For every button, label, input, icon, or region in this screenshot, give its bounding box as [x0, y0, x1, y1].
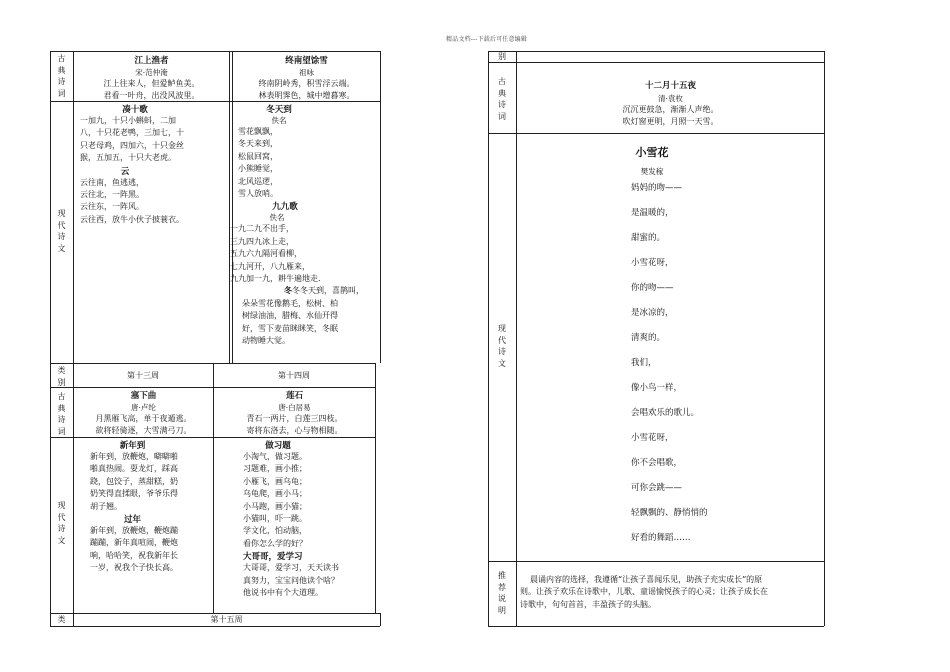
- rhyme-line: 云往北，一阵黑。: [80, 190, 144, 200]
- rhyme-line: 只老母鸡，四加六，十只金丝: [80, 140, 184, 150]
- label-modern-poetry: 现 代 诗 文: [57, 209, 66, 253]
- poem-author: 宋·范仲淹: [135, 68, 168, 77]
- rhyme-line: 好，雪下麦苗眯眯笑，冬眠: [242, 323, 338, 333]
- rhyme-title-dong: 冬: [284, 286, 292, 296]
- rhyme-title-jiujiu: 九九歌: [272, 202, 298, 213]
- rhyme-line: 小淘气，做习题。: [243, 452, 307, 461]
- rhyme-line: 小猫叫，吓一跳。: [243, 514, 307, 524]
- rhyme-line: 乌龟爬，画小马；: [243, 489, 307, 499]
- rhyme-line: 小马跑，画小猫；: [243, 501, 307, 511]
- poem-line: 江上往来人，但爱鲈鱼美。: [103, 79, 200, 88]
- rhyme-line: 大哥哥，爱学习，天天读书: [243, 563, 339, 573]
- rhyme-line: 奶笑得直揉眼，爷爷乐得: [90, 489, 178, 499]
- rhyme-line: 看你怎么学的好？: [243, 538, 307, 548]
- rhyme-dongtiandao: [230, 103, 376, 348]
- rhyme-line: 冬天来到，: [238, 139, 278, 149]
- poem-title: 十二月十五夜: [644, 81, 696, 91]
- poem-title: 江上渔者: [134, 56, 169, 66]
- rhyme-line: 树绿油油，腊梅、水仙开得: [242, 311, 338, 321]
- label-classic-poetry-2: 古 典 诗 词: [57, 392, 66, 436]
- recommend-line: 晨诵内容的选择，我遵循“让孩子喜闻乐见，助孩子充实成长”的原: [530, 575, 763, 584]
- rhyme-line: 云往西，放牛小伙子披蓑衣。: [80, 214, 184, 224]
- rhyme-xinniandao: [90, 439, 212, 575]
- rhyme-line: 他说书中有个大道理。: [243, 588, 323, 598]
- rhyme-line: 朵朵雪花像鹅毛，松树、柏: [242, 298, 338, 308]
- rhyme-author: 佚名: [269, 213, 285, 223]
- poem-saixiaqu: [74, 389, 213, 438]
- poem-line: 可你会跳——: [631, 483, 683, 493]
- rhyme-line: 动物睡大觉。: [242, 336, 290, 346]
- recommend-line: 则。让孩子欢乐在诗歌中，儿歌、童谣愉悦孩子的心灵；让孩子成长在: [520, 587, 768, 597]
- poem-line: 轻飘飘的、静悄悄的: [631, 508, 708, 518]
- rhyme-title-yun: 云: [120, 166, 130, 177]
- poem-author: 清·袁枚: [658, 94, 683, 103]
- poem-line: 你不会唱歌，: [631, 458, 683, 468]
- poem-line: 会唱欢乐的歌儿。: [631, 408, 700, 418]
- poem-line: 欲将轻骑逐，大雪满弓刀。: [95, 426, 192, 436]
- poem-shieryue-shiwuye: [517, 79, 824, 129]
- rhyme-line: 小熊睡觉，: [238, 164, 278, 174]
- poem-line: 像小鸟一样，: [631, 383, 683, 393]
- rhyme-line: 一岁，祝我个子快长高。: [90, 563, 178, 573]
- poem-lianshi: [214, 389, 375, 438]
- rhyme-line: 响，哈哈笑，祝我新年长: [90, 550, 178, 560]
- rhyme-author: 佚名: [271, 116, 287, 125]
- poem-xiaoxuehua-body: [631, 176, 821, 551]
- poem-line: 林表明霁色，城中增暮寒。: [258, 91, 355, 101]
- poem-line: 妈妈的吻——: [631, 183, 683, 193]
- label-recommend: 推 荐 说 明: [498, 571, 506, 615]
- poem-line: 清爽的。: [631, 333, 666, 343]
- poem-title: 终南望馀雪: [285, 56, 328, 66]
- rhyme-line: 新年到，放鞭炮，鞭炮蹦: [90, 526, 178, 536]
- rhyme-line: 小雁飞，画乌龟；: [243, 476, 307, 486]
- poem-zhongnan-wangyuxue: [233, 54, 380, 103]
- rhyme-title: 冬天到: [266, 105, 292, 115]
- poem-line: 是温暖的，: [631, 208, 674, 218]
- poem-xiaoxuehua: [517, 144, 824, 177]
- poem-line: 好看的舞蹈……: [631, 533, 691, 543]
- rhyme-zuoxiti: [243, 439, 373, 599]
- rhyme-line: 胡子翘。: [90, 501, 122, 511]
- rhyme-line: 云往南，鱼逃逃，: [80, 177, 144, 187]
- rhyme-line: 习题难，画小推；: [243, 464, 307, 474]
- rhyme-line: 真努力，宝宝问他读个啥？: [243, 575, 339, 585]
- rhyme-line: 雪人放哨。: [238, 189, 278, 199]
- poem-line: 我们，: [631, 358, 657, 368]
- rhyme-line: 猴，五加五，十只大老虎。: [80, 153, 176, 163]
- label-modern-poetry-2: 现 代 诗 文: [57, 501, 66, 545]
- rhyme-line: 一九二九不出手，: [230, 224, 294, 234]
- rhyme-line: 五九六九隔河看柳，: [230, 249, 302, 259]
- rhyme-title-guonian: 过年: [123, 515, 141, 526]
- rhyme-line: 啪真热闹。耍龙灯，踩高: [90, 464, 178, 474]
- rhyme-line: 冬冬天到，喜鹊叫，: [292, 286, 364, 296]
- poem-line: 君看一叶舟，出没风波里。: [103, 91, 200, 101]
- rhyme-line: 九九加一九，耕牛遍地走.: [230, 274, 321, 284]
- rhyme-line: 新年到，放鞭炮，噼噼啪: [90, 452, 178, 461]
- poem-author: 樊发稼: [640, 167, 664, 176]
- poem-jiangshang-yuzhe: [74, 54, 229, 103]
- recommend-text: [520, 574, 823, 611]
- poem-line: 小雪花呀，: [631, 433, 674, 443]
- rhyme-line: 云往东，一阵风。: [80, 202, 144, 212]
- rhyme-line: 松鼠回窝，: [238, 151, 278, 161]
- poem-line: 你的吻——: [631, 283, 674, 293]
- rhyme-line: 雪花飘飘，: [238, 127, 278, 136]
- label-classic-poetry: 古 典 诗 词: [57, 54, 66, 98]
- week-14: 第十四周: [278, 371, 310, 380]
- poem-line: 吹灯窗更明，月照一天雪。: [622, 117, 719, 127]
- recommend-line: 诗歌中，句句首首，丰盈孩子的头脑。: [520, 599, 656, 609]
- rhyme-line: 蹦蹦，新年真喧闹，鞭炮: [90, 538, 178, 548]
- poem-line: 青石一两片，白莲三四枝。: [246, 414, 343, 423]
- poem-line: 终南阴岭秀，积雪浮云端。: [258, 79, 355, 88]
- label-classic-poetry-right: 古 典 诗 词: [498, 77, 506, 121]
- poem-line: 寄将东洛去，心与物相随。: [246, 426, 343, 436]
- rhyme-title: 新年到: [119, 441, 146, 451]
- label-category-right: 别: [498, 52, 506, 61]
- label-category-short: 类: [57, 615, 66, 624]
- label-category: 类 别: [57, 366, 66, 387]
- poem-line: 是冰凉的，: [631, 308, 674, 318]
- poem-line: 沉沉更鼓急，渐渐人声绝。: [622, 105, 719, 114]
- header-note: 精品文档---下载后可任意编辑: [446, 36, 528, 43]
- rhyme-line: 学文化，怕动脑，: [243, 526, 307, 536]
- poem-line: 甜蜜的。: [631, 233, 666, 243]
- poem-title: 小雪花: [635, 146, 669, 159]
- week-13: 第十三周: [127, 371, 159, 380]
- rhyme-title-dagege: 大哥哥，爱学习: [243, 552, 303, 563]
- rhyme-line: 北风巡逻，: [238, 176, 278, 186]
- poem-title: 塞下曲: [130, 391, 157, 401]
- poem-author: 唐·白居易: [278, 403, 311, 412]
- rhyme-title: 做习题: [265, 441, 291, 451]
- rhyme-line: 跷，包饺子，蒸甜糕，奶: [90, 476, 178, 486]
- rhyme-line: 一加九，十只小蝌蚪，二加: [80, 116, 176, 125]
- poem-line: 小雪花呀，: [631, 258, 674, 268]
- poem-line: 月黑雁飞高，单于夜遁逃。: [95, 414, 192, 423]
- week-15: 第十五周: [210, 615, 243, 624]
- label-modern-poetry-right: 现 代 诗 文: [498, 324, 506, 368]
- poem-author: 唐·卢纶: [131, 403, 156, 412]
- poem-author: 祖咏: [299, 68, 314, 77]
- rhyme-line: 七九河开，八九雁来，: [230, 261, 310, 271]
- poem-title: 莲石: [285, 391, 303, 401]
- rhyme-line: 三九四九冰上走，: [230, 236, 294, 246]
- rhyme-line: 八，十只花老鸭，三加七，十: [80, 128, 184, 138]
- rhyme-title: 凑十歌: [122, 105, 148, 115]
- rhyme-coushige: [80, 103, 228, 226]
